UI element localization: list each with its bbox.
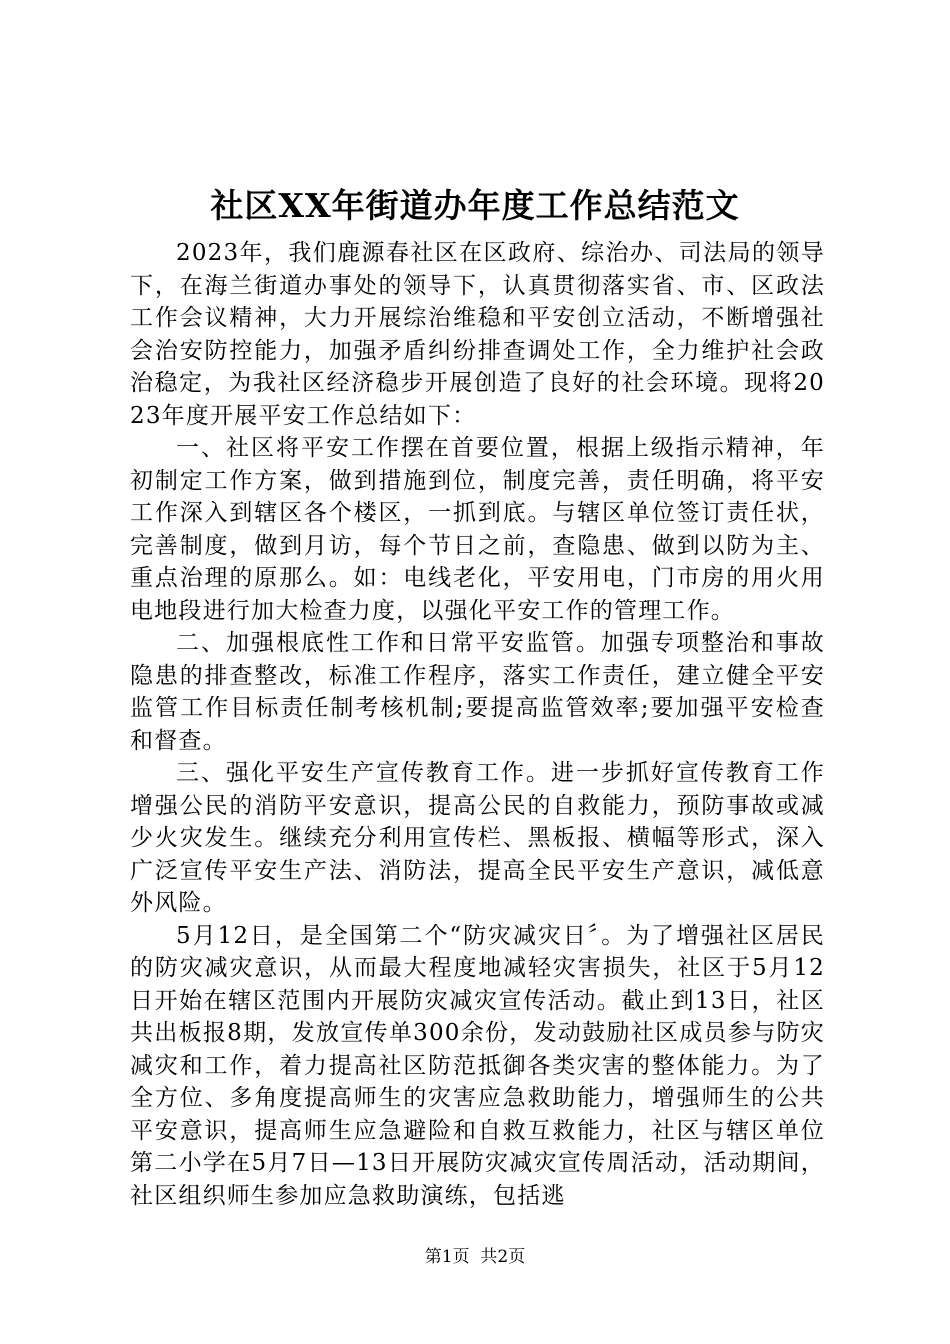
page-number-total: 共2页 [480, 1247, 526, 1267]
body-paragraph-intro: 2023年，我们鹿源春社区在区政府、综治办、司法局的领导下，在海兰街道办事处的领导下，认真贯彻落实省、市、区政法工作会议精神，大力开展综治维稳和平安创立活动，不断增强社会治安防控能力，加强矛盾纠纷排查调处工作，全力维护社会政治稳定，为我社区经济稳步开展创造了良好的社会环境。现将2023年度开展平安工作总结如下： [130, 240, 825, 429]
document-title: 社区XX年街道办年度工作总结范文 [210, 186, 740, 225]
body-paragraph-disaster-day: 5月12日，是全国第二个“防灾减灾日〞。为了增强社区居民的防灾减灾意识，从而最大程度地减轻灾害损失，社区于5月12日开始在辖区范围内开展防灾减灾宣传活动。截止到13日，社区共出板报8期，发放宣传单300余份，发动鼓励社区成员参与防灾减灾和工作，着力提高社区防范抵御各类灾害的整体能力。为了全方位、多角度提高师生的灾害应急救助能力，增强师生的公共平安意识，提高师生应急避险和自救互救能力，社区与辖区单位第二小学在5月7日—13日开展防灾减灾宣传周活动，活动期间，社区组织师生参加应急救助演练，包括逃 [130, 922, 825, 1209]
footer-spacer [470, 1247, 481, 1267]
page-footer [0, 1246, 950, 1268]
document-body [130, 237, 825, 1212]
body-paragraph-section-3: 三、强化平安生产宣传教育工作。进一步抓好宣传教育工作增强公民的消防平安意识，提高公民的自救能力，预防事故或减少火灾发生。继续充分利用宣传栏、黑板报、横幅等形式，深入广泛宣传平安生产法、消防法，提高全民平安生产意识，减低意外风险。 [130, 760, 825, 916]
body-paragraph-section-1: 一、社区将平安工作摆在首要位置，根据上级指示精神，年初制定工作方案，做到措施到位，制度完善，责任明确，将平安工作深入到辖区各个楼区，一抓到底。与辖区单位签订责任状，完善制度，做到月访，每个节日之前，查隐患、做到以防为主、重点治理的原那么。如：电线老化，平安用电，门市房的用火用电地段进行加大检查力度，以强化平安工作的管理工作。 [130, 435, 825, 624]
page-number-current: 第1页 [424, 1247, 470, 1267]
body-paragraph-section-2: 二、加强根底性工作和日常平安监管。加强专项整治和事故隐患的排查整改，标准工作程序，落实工作责任，建立健全平安监管工作目标责任制考核机制;要提高监管效率;要加强平安检查和督查。 [130, 630, 825, 754]
